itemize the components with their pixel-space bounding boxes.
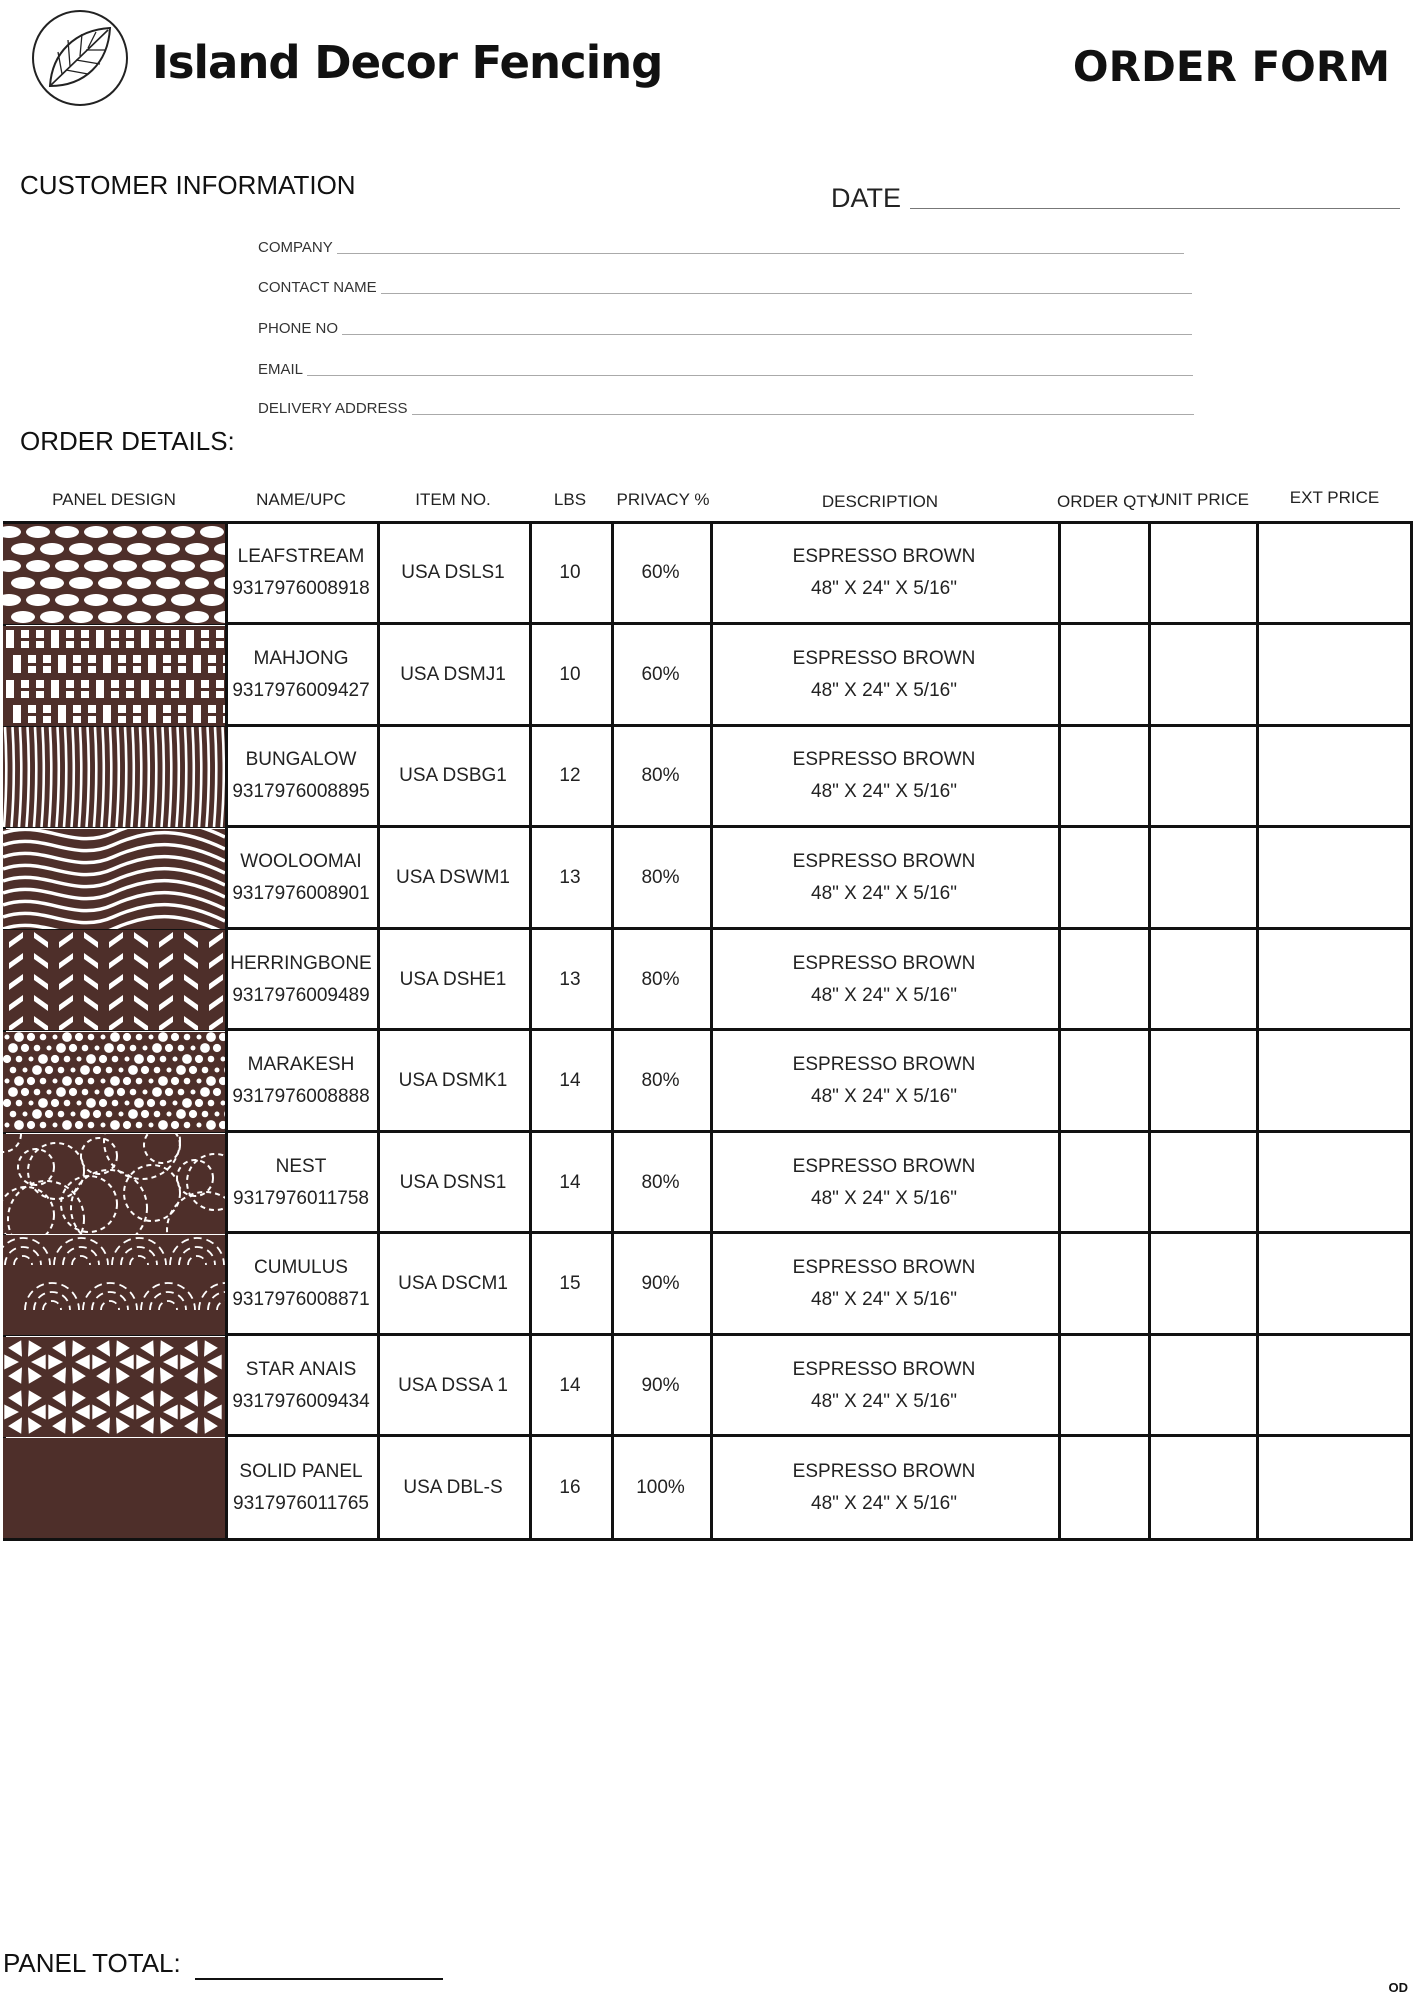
item-number: USA DSLS1: [401, 562, 505, 584]
panel-name: CUMULUS: [254, 1257, 348, 1279]
description-color: ESPRESSO BROWN: [792, 1155, 976, 1177]
weight-lbs: 16: [559, 1476, 581, 1498]
order-qty-cell[interactable]: [1058, 1134, 1148, 1233]
item-number: USA DSBG1: [399, 765, 507, 787]
panel-upc: 9317976008901: [232, 883, 370, 905]
panel-description: [710, 1134, 1058, 1233]
panel-upc: 9317976009427: [232, 679, 370, 701]
ext-price-cell[interactable]: [1256, 1235, 1410, 1334]
panel-name-upc: [225, 1032, 377, 1131]
col-unit-price: UNIT PRICE: [1152, 490, 1250, 509]
panel-swatch-star: [3, 1337, 225, 1437]
description-size: 48" X 24" X 5/16": [811, 578, 957, 600]
ext-price-cell[interactable]: [1256, 524, 1410, 623]
unit-price-cell[interactable]: [1148, 829, 1256, 928]
description-color: ESPRESSO BROWN: [792, 952, 976, 974]
panel-upc: 9317976008871: [232, 1289, 370, 1311]
panel-name: SOLID PANEL: [239, 1460, 363, 1482]
panel-upc: 9317976009489: [232, 984, 370, 1006]
unit-price-cell[interactable]: [1148, 727, 1256, 826]
privacy-percent: 80%: [641, 1171, 680, 1193]
panel-swatch-wave: [3, 829, 225, 929]
privacy-percent: 80%: [641, 867, 680, 889]
privacy-percent: 100%: [636, 1476, 685, 1498]
panel-swatch-nest: [3, 1134, 225, 1234]
weight-lbs: 12: [559, 765, 581, 787]
panel-description: [710, 1032, 1058, 1131]
description-color: ESPRESSO BROWN: [792, 1257, 976, 1279]
order-qty-cell[interactable]: [1058, 1235, 1148, 1334]
panel-total-label: PANEL TOTAL:: [3, 1948, 181, 1978]
email-line: [307, 375, 1193, 376]
privacy-percent: 80%: [641, 1070, 680, 1092]
panel-description: [710, 524, 1058, 623]
unit-price-cell[interactable]: [1148, 1438, 1256, 1537]
contact-name-label: CONTACT NAME: [258, 279, 377, 296]
weight-lbs: 14: [559, 1171, 581, 1193]
weight-lbs: 14: [559, 1375, 581, 1397]
ext-price-cell[interactable]: [1256, 626, 1410, 725]
item-number: USA DSMJ1: [400, 663, 506, 685]
privacy-percent: 60%: [641, 562, 680, 584]
unit-price-cell[interactable]: [1148, 1235, 1256, 1334]
description-color: ESPRESSO BROWN: [792, 546, 976, 568]
panel-swatch-solid: [3, 1438, 225, 1538]
description-size: 48" X 24" X 5/16": [811, 984, 957, 1006]
col-order-qty: ORDER QTY: [1057, 492, 1159, 511]
panel-name: HERRINGBONE: [230, 952, 372, 974]
phone-field[interactable]: [258, 317, 1192, 337]
order-qty-cell[interactable]: [1058, 1438, 1148, 1537]
order-qty-cell[interactable]: [1058, 626, 1148, 725]
description-size: 48" X 24" X 5/16": [811, 883, 957, 905]
description-size: 48" X 24" X 5/16": [811, 1492, 957, 1514]
weight-lbs: 10: [559, 663, 581, 685]
panel-name: BUNGALOW: [245, 749, 357, 771]
contact-name-line: [381, 293, 1192, 294]
date-label: DATE: [831, 183, 902, 213]
phone-label: PHONE NO: [258, 320, 339, 337]
delivery-address-label: DELIVERY ADDRESS: [258, 400, 408, 417]
weight-lbs: 14: [559, 1070, 581, 1092]
weight-lbs: 10: [559, 562, 581, 584]
ext-price-cell[interactable]: [1256, 1337, 1410, 1436]
panel-name: MAHJONG: [253, 647, 349, 669]
privacy-percent: 80%: [641, 765, 680, 787]
company-label: COMPANY: [258, 239, 333, 256]
ext-price-cell[interactable]: [1256, 1032, 1410, 1131]
panel-upc: 9317976008895: [232, 781, 370, 803]
panel-description: [710, 829, 1058, 928]
panel-name: LEAFSTREAM: [237, 546, 365, 568]
monstera-leaf-icon: [30, 8, 130, 108]
privacy-percent: 90%: [641, 1273, 680, 1295]
panel-description: [710, 1235, 1058, 1334]
ext-price-cell[interactable]: [1256, 727, 1410, 826]
panel-swatch-chevron: [3, 930, 225, 1030]
col-item-no: ITEM NO.: [415, 490, 491, 509]
panel-swatch-pebble: [3, 524, 225, 624]
footer-code: OD: [1388, 1980, 1408, 1995]
panel-upc: 9317976008918: [232, 578, 370, 600]
description-color: ESPRESSO BROWN: [792, 647, 976, 669]
delivery-address-line: [412, 414, 1194, 415]
col-panel-design: PANEL DESIGN: [52, 490, 176, 509]
panel-swatch-bamboo: [3, 727, 225, 827]
panel-swatch-dots: [3, 1032, 225, 1132]
date-field[interactable]: [910, 208, 1400, 209]
customer-info-heading: CUSTOMER INFORMATION: [20, 170, 356, 200]
order-details-heading: ORDER DETAILS:: [20, 426, 235, 456]
col-name-upc: NAME/UPC: [256, 490, 346, 509]
panel-upc: 9317976009434: [232, 1391, 370, 1413]
description-color: ESPRESSO BROWN: [792, 1054, 976, 1076]
unit-price-cell[interactable]: [1148, 626, 1256, 725]
panel-description: [710, 930, 1058, 1029]
unit-price-cell[interactable]: [1148, 524, 1256, 623]
email-field[interactable]: [258, 358, 1193, 378]
delivery-address-field[interactable]: [258, 397, 1194, 417]
brand-name: Island Decor Fencing: [152, 36, 663, 89]
company-field[interactable]: [258, 236, 1184, 256]
col-description: DESCRIPTION: [821, 492, 939, 511]
panel-name-upc: [225, 1337, 377, 1436]
phone-line: [342, 334, 1192, 335]
order-qty-cell[interactable]: [1058, 1337, 1148, 1436]
item-number: USA DSHE1: [399, 968, 507, 990]
privacy-percent: 60%: [641, 663, 680, 685]
panel-description: [710, 626, 1058, 725]
order-qty-cell[interactable]: [1058, 930, 1148, 1029]
col-ext-price: EXT PRICE: [1289, 488, 1380, 507]
panel-name: NEST: [275, 1155, 327, 1177]
weight-lbs: 13: [559, 867, 581, 889]
unit-price-cell[interactable]: [1148, 930, 1256, 1029]
panel-swatch-arcs: [3, 1235, 225, 1335]
description-size: 48" X 24" X 5/16": [811, 1187, 957, 1209]
description-color: ESPRESSO BROWN: [792, 1359, 976, 1381]
company-line: [337, 253, 1184, 254]
panel-name: STAR ANAIS: [245, 1359, 357, 1381]
item-number: USA DSCM1: [398, 1273, 508, 1295]
item-number: USA DBL-S: [403, 1476, 503, 1498]
panel-name-upc: [225, 930, 377, 1029]
description-size: 48" X 24" X 5/16": [811, 679, 957, 701]
ext-price-cell[interactable]: [1256, 930, 1410, 1029]
unit-price-cell[interactable]: [1148, 1134, 1256, 1233]
weight-lbs: 15: [559, 1273, 581, 1295]
weight-lbs: 13: [559, 968, 581, 990]
panel-total-field[interactable]: [195, 1978, 443, 1980]
order-qty-cell[interactable]: [1058, 1032, 1148, 1131]
item-number: USA DSNS1: [399, 1171, 507, 1193]
panel-upc: 9317976008888: [232, 1086, 370, 1108]
item-number: USA DSMK1: [398, 1070, 508, 1092]
panel-name-upc: [225, 1438, 377, 1537]
form-title: ORDER FORM: [1072, 42, 1390, 91]
col-privacy: PRIVACY %: [616, 490, 710, 509]
description-color: ESPRESSO BROWN: [792, 749, 976, 771]
panel-upc: 9317976011765: [233, 1492, 369, 1514]
order-qty-cell[interactable]: [1058, 829, 1148, 928]
description-size: 48" X 24" X 5/16": [811, 1086, 957, 1108]
panel-name-upc: [225, 1134, 377, 1233]
description-color: ESPRESSO BROWN: [792, 1460, 976, 1482]
item-number: USA DSWM1: [395, 867, 511, 889]
order-qty-cell[interactable]: [1058, 524, 1148, 623]
unit-price-cell[interactable]: [1148, 1032, 1256, 1131]
description-color: ESPRESSO BROWN: [792, 851, 976, 873]
privacy-percent: 90%: [641, 1375, 680, 1397]
panel-swatch-brick: [3, 626, 225, 726]
panel-name-upc: [225, 626, 377, 725]
ext-price-cell[interactable]: [1256, 829, 1410, 928]
email-label: EMAIL: [258, 361, 304, 378]
panel-name-upc: [225, 524, 377, 623]
item-number: USA DSSA 1: [398, 1375, 508, 1397]
panel-name-upc: [225, 829, 377, 928]
panel-name: WOOLOOMAI: [240, 851, 362, 873]
col-lbs: LBS: [553, 490, 587, 509]
description-size: 48" X 24" X 5/16": [811, 781, 957, 803]
panel-description: [710, 727, 1058, 826]
privacy-percent: 80%: [641, 968, 680, 990]
panel-upc: 9317976011758: [233, 1187, 369, 1209]
ext-price-cell[interactable]: [1256, 1438, 1410, 1537]
panel-description: [710, 1438, 1058, 1537]
contact-name-field[interactable]: [258, 276, 1192, 296]
description-size: 48" X 24" X 5/16": [811, 1289, 957, 1311]
panel-name: MARAKESH: [247, 1054, 355, 1076]
ext-price-cell[interactable]: [1256, 1134, 1410, 1233]
panel-description: [710, 1337, 1058, 1436]
panel-name-upc: [225, 727, 377, 826]
panel-name-upc: [225, 1235, 377, 1334]
description-size: 48" X 24" X 5/16": [811, 1391, 957, 1413]
order-qty-cell[interactable]: [1058, 727, 1148, 826]
unit-price-cell[interactable]: [1148, 1337, 1256, 1436]
